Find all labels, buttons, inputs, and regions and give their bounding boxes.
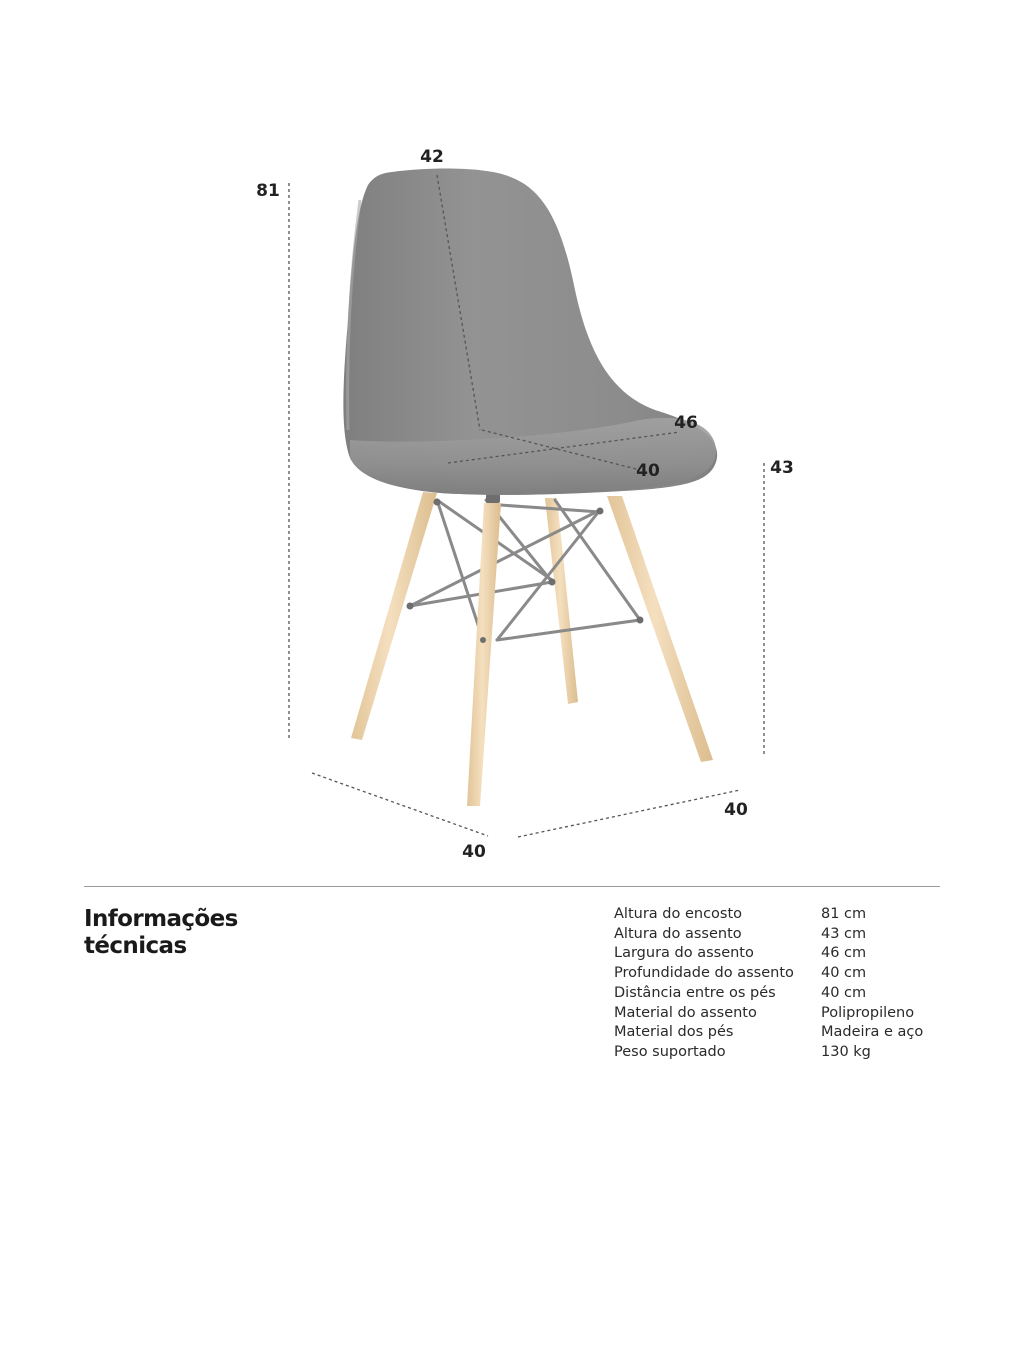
spec-value: Polipropileno [821, 1004, 915, 1021]
section-divider [84, 886, 940, 887]
spec-value: 46 cm [821, 945, 867, 962]
spec-label: Altura do encosto [614, 906, 743, 922]
chair-back-legs [351, 492, 578, 740]
spec-row [614, 944, 923, 964]
spec-value: 40 cm [821, 965, 867, 982]
spec-row [614, 905, 923, 925]
label-base-left: 40 [462, 842, 486, 862]
spec-row [614, 1023, 923, 1043]
spec-label: Distância entre os pés [614, 984, 776, 1001]
spec-value: 130 kg [821, 1043, 871, 1060]
spec-row [614, 984, 923, 1004]
spec-row [614, 1043, 923, 1063]
spec-label: Profundidade do assento [614, 965, 794, 982]
chair-front-legs [467, 496, 713, 806]
label-seat-width: 46 [674, 413, 698, 433]
info-title-line-2: técnicas [84, 933, 187, 959]
spec-value: 40 cm [821, 984, 867, 1001]
spec-value: 43 cm [821, 925, 867, 942]
label-seat-height: 43 [770, 458, 794, 478]
label-backrest-width: 42 [420, 147, 444, 167]
spec-table [614, 905, 923, 1063]
chair-shell [343, 169, 717, 495]
spec-label: Altura do assento [614, 925, 742, 942]
spec-value: Madeira e aço [821, 1024, 924, 1041]
label-total-height: 81 [256, 181, 280, 201]
info-title [84, 906, 344, 960]
spec-label: Largura do assento [614, 945, 754, 962]
dim-line-base-left [312, 773, 488, 836]
spec-row [614, 1004, 923, 1024]
dim-line-base-right [518, 790, 740, 837]
spec-label: Material dos pés [614, 1024, 734, 1041]
spec-label: Peso suportado [614, 1043, 726, 1060]
chair-illustration [343, 169, 717, 806]
spec-value: 81 cm [821, 906, 867, 922]
chair-wire-base [410, 500, 640, 640]
label-base-right: 40 [724, 800, 748, 820]
info-title-line-1: Informações [84, 906, 238, 932]
spec-row [614, 925, 923, 945]
spec-row [614, 964, 923, 984]
spec-label: Material do assento [614, 1004, 757, 1021]
label-seat-depth: 40 [636, 461, 660, 481]
